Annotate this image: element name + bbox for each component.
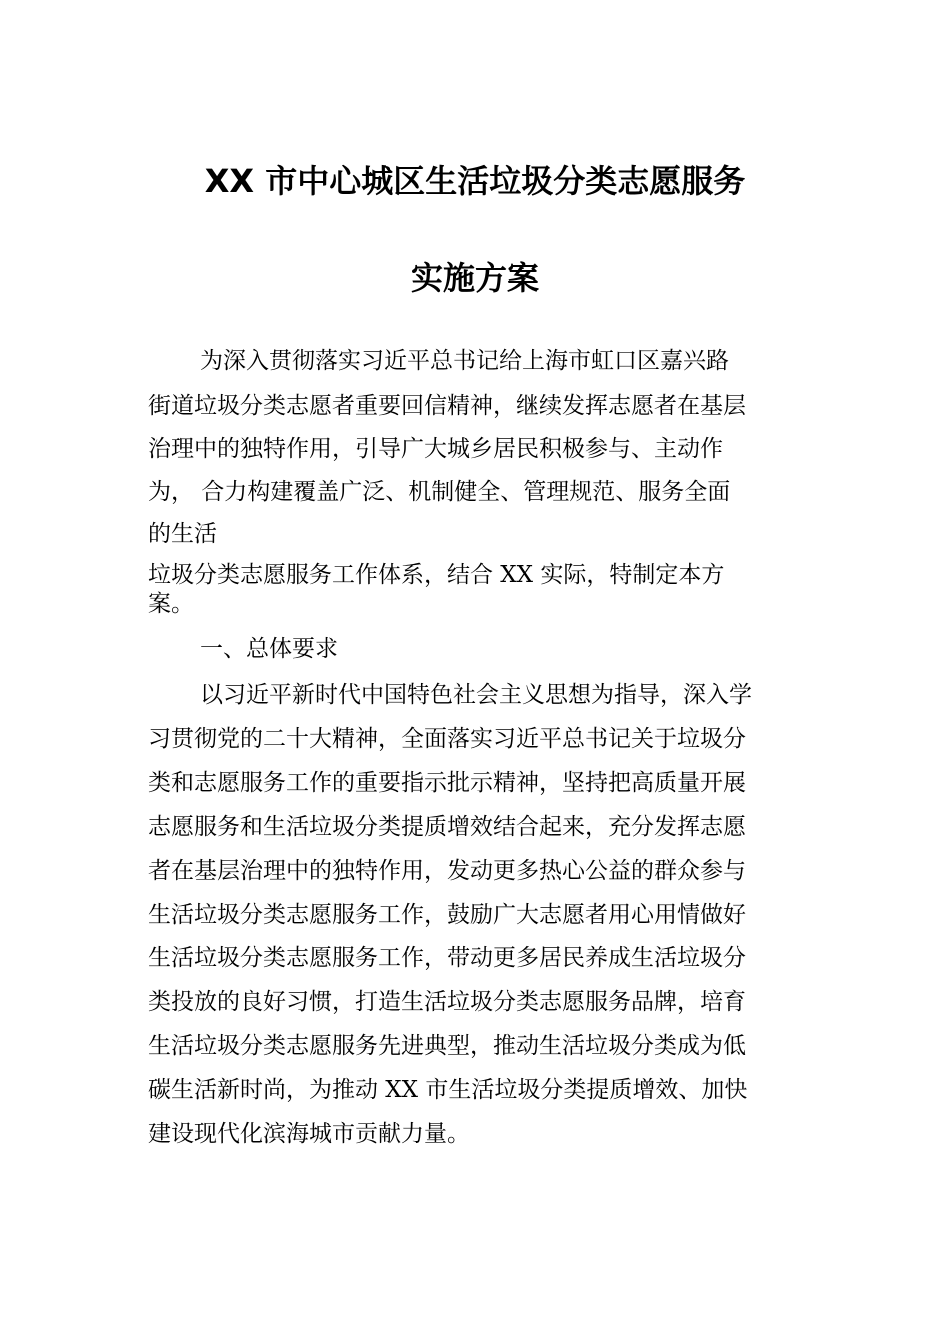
intro-line-3: 治理中的独特作用，引导广大城乡居民积极参与、主动作 — [148, 436, 723, 462]
section1-line-9: 生活垃圾分类志愿服务先进典型，推动生活垃圾分类成为低 — [148, 1033, 746, 1059]
intro-line-1: 为深入贯彻落实习近平总书记给上海市虹口区嘉兴路 — [200, 348, 729, 374]
section1-line-3: 类和志愿服务工作的重要指示批示精神，坚持把高质量开展 — [148, 770, 746, 796]
intro-line-2: 街道垃圾分类志愿者重要回信精神，继续发挥志愿者在基层 — [148, 393, 746, 419]
section1-line-6: 生活垃圾分类志愿服务工作，鼓励广大志愿者用心用情做好 — [148, 902, 746, 928]
section1-line-8: 类投放的良好习惯，打造生活垃圾分类志愿服务品牌，培育 — [148, 989, 746, 1015]
document-title-line1: XX 市中心城区生活垃圾分类志愿服务 — [204, 162, 746, 200]
document-title-line2: 实施方案 — [410, 259, 539, 297]
section1-line-10: 碳生活新时尚，为推动 XX 市生活垃圾分类提质增效、加快 — [148, 1077, 748, 1103]
section1-line-11: 建设现代化滨海城市贡献力量。 — [148, 1121, 470, 1147]
intro-line-4: 为， 合力构建覆盖广泛、机制健全、管理规范、服务全面 — [148, 479, 731, 505]
intro-line-7: 案。 — [148, 591, 194, 617]
intro-line-6: 垃圾分类志愿服务工作体系，结合 XX 实际，特制定本方 — [148, 562, 725, 588]
section1-line-5: 者在基层治理中的独特作用，发动更多热心公益的群众参与 — [148, 858, 746, 884]
section-heading: 一、总体要求 — [200, 636, 338, 662]
section1-line-2: 习贯彻党的二十大精神，全面落实习近平总书记关于垃圾分 — [148, 726, 746, 752]
section1-line-7: 生活垃圾分类志愿服务工作，带动更多居民养成生活垃圾分 — [148, 945, 746, 971]
intro-line-5: 的生活 — [148, 521, 217, 547]
section1-line-1: 以习近平新时代中国特色社会主义思想为指导，深入学 — [200, 682, 752, 708]
section1-line-4: 志愿服务和生活垃圾分类提质增效结合起来，充分发挥志愿 — [148, 814, 746, 840]
